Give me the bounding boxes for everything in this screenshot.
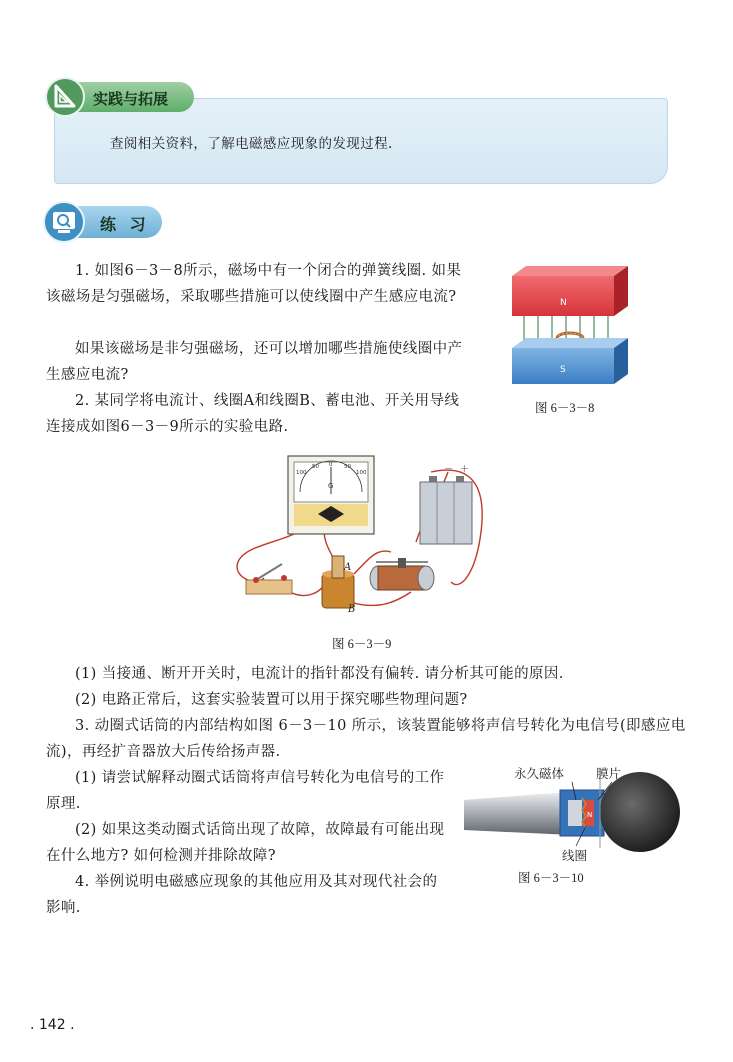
q2-subquestion-2: (2) 电路正常后，这套实验装置可以用于探究哪些物理问题? xyxy=(75,692,468,708)
label-coil: 线圈 xyxy=(562,849,588,863)
scale-tick: 50 xyxy=(312,464,319,470)
q3-subquestion-1: (1) 请尝试解释动圈式话筒将声信号转化为电信号的工作原理. xyxy=(46,770,445,812)
scale-tick: 50 xyxy=(344,464,351,470)
practice-text: 查阅相关资料，了解电磁感应现象的发现过程. xyxy=(110,136,393,152)
galvanometer-label: G xyxy=(328,482,334,490)
scale-tick: 100 xyxy=(356,470,367,476)
magnet-n-label: N xyxy=(587,811,593,819)
magnifier-icon xyxy=(42,200,86,244)
label-permanent-magnet: 永久磁体 xyxy=(514,767,565,781)
q3-paragraph: 3. 动圈式话筒的内部结构如图 6－3－10 所示，该装置能够将声信号转化为电信号(即感应电流)，再经扩音器放大后传给扬声器. xyxy=(46,718,686,760)
q1-paragraph: 1. 如图6－3－8所示，磁场中有一个闭合的弹簧线圈. 如果该磁场是匀强磁场，采取哪些措施可以使线圈中产生感应电流? xyxy=(46,263,462,305)
south-pole-label: S xyxy=(560,365,566,375)
figure-6-3-8-caption: 图 6－3－8 xyxy=(535,401,595,415)
battery-plus-label: ＋ xyxy=(460,465,470,475)
page-number: . 142 . xyxy=(30,1017,75,1033)
scale-tick: 0 xyxy=(329,462,333,468)
coil-a-label: A xyxy=(344,562,352,573)
q3-subquestion-2: (2) 如果这类动圈式话筒出现了故障，故障最有可能出现在什么地方? 如何检测并排除故障? xyxy=(46,822,445,864)
q2-subquestion-1: (1) 当接通、断开开关时，电流计的指针都没有偏转. 请分析其可能的原因. xyxy=(75,666,564,682)
coil-b-label: B xyxy=(348,604,356,615)
label-diaphragm: 膜片 xyxy=(596,767,622,781)
practice-heading: 实践与拓展 xyxy=(93,90,169,108)
battery-minus-label: － xyxy=(444,465,454,475)
figure-6-3-10-caption: 图 6－3－10 xyxy=(518,871,584,885)
q1-paragraph-2: 如果该磁场是非匀强磁场，还可以增加哪些措施使线圈中产生感应电流? xyxy=(46,341,463,383)
q2-paragraph: 2. 某同学将电流计、线圈A和线圈B、蓄电池、开关用导线连接成如图6－3－9所示的实验电路. xyxy=(46,393,460,435)
q4-paragraph: 4. 举例说明电磁感应现象的其他应用及其对现代社会的影响. xyxy=(46,874,438,916)
exercise-heading: 练 习 xyxy=(100,215,150,234)
figure-6-3-9-caption: 图 6－3－9 xyxy=(332,637,392,651)
scale-tick: 100 xyxy=(296,470,307,476)
figure-6-3-8 xyxy=(508,262,630,388)
north-pole-label: N xyxy=(560,298,567,308)
ruler-triangle-icon xyxy=(44,76,86,118)
figure-6-3-9 xyxy=(226,452,492,624)
